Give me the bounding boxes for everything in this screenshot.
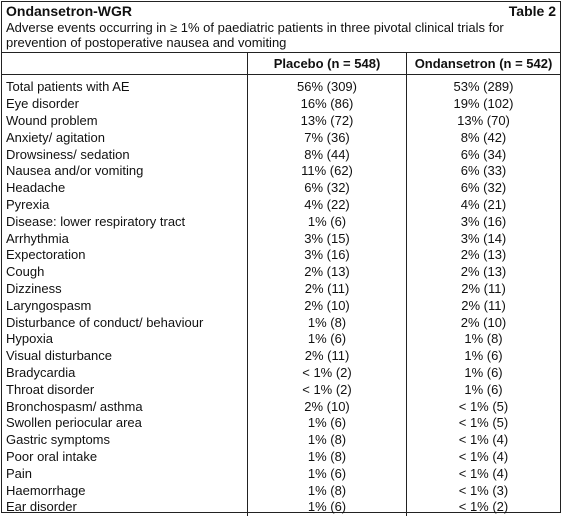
event-cell: Disturbance of conduct/ behaviour xyxy=(2,314,248,331)
table-body xyxy=(2,75,560,516)
placebo-cell: 1% (8) xyxy=(248,449,407,466)
ondansetron-cell: < 1% (4) xyxy=(458,432,509,448)
drug-title: Ondansetron-WGR xyxy=(6,3,132,19)
placebo-cell: 7% (36) xyxy=(248,129,407,146)
placebo-cell: 2% (13) xyxy=(248,264,407,281)
placebo-cell: 1% (6) xyxy=(248,415,407,432)
placebo-cell: 13% (72) xyxy=(248,113,407,130)
event-cell: Laryngospasm xyxy=(2,297,248,314)
placebo-cell: 4% (22) xyxy=(248,197,407,214)
placebo-cell: < 1% (2) xyxy=(248,365,407,382)
table-row xyxy=(2,314,560,331)
event-cell: Arrhythmia xyxy=(2,230,248,247)
ondansetron-cell: 6% (33) xyxy=(460,163,507,179)
table-row xyxy=(2,331,560,348)
event-cell: Nausea and/or vomiting xyxy=(2,163,248,180)
table-row xyxy=(2,281,560,298)
event-cell: Gastric symptoms xyxy=(2,432,248,449)
table-row xyxy=(2,415,560,432)
table-row xyxy=(2,297,560,314)
event-cell: Bronchospasm/ asthma xyxy=(2,398,248,415)
table-row xyxy=(2,247,560,264)
ondansetron-cell: 4% (21) xyxy=(460,196,507,212)
placebo-cell: 1% (8) xyxy=(248,314,407,331)
ondansetron-cell: 2% (13) xyxy=(460,264,507,280)
placebo-cell: 2% (10) xyxy=(248,297,407,314)
ondansetron-cell: 2% (11) xyxy=(461,280,506,296)
event-cell: Dizziness xyxy=(2,281,248,298)
ondansetron-cell: 2% (11) xyxy=(461,297,506,313)
table-row xyxy=(2,197,560,214)
event-cell: Throat disorder xyxy=(2,381,248,398)
event-cell: Hypoxia xyxy=(2,331,248,348)
table-row xyxy=(2,465,560,482)
event-cell: Drowsiness/ sedation xyxy=(2,146,248,163)
table-row xyxy=(2,348,560,365)
placebo-cell: 2% (11) xyxy=(248,348,407,365)
table-row xyxy=(2,499,560,516)
ondansetron-cell: 3% (16) xyxy=(460,213,507,229)
table-row xyxy=(2,398,560,415)
ondansetron-cell: 2% (10) xyxy=(460,314,507,330)
ondansetron-cell: 53% (289) xyxy=(453,79,514,95)
table-header-row xyxy=(2,2,560,20)
table-row xyxy=(2,432,560,449)
table-row xyxy=(2,75,560,96)
event-cell: Haemorrhage xyxy=(2,482,248,499)
event-cell: Eye disorder xyxy=(2,96,248,113)
ondansetron-cell: 1% (8) xyxy=(464,331,503,347)
table-row xyxy=(2,449,560,466)
ondansetron-cell: 6% (34) xyxy=(460,146,507,162)
ondansetron-cell: < 1% (2) xyxy=(458,499,509,515)
ondansetron-cell: 3% (14) xyxy=(460,230,507,246)
event-cell: Wound problem xyxy=(2,113,248,130)
event-cell: Ear disorder xyxy=(2,499,248,516)
table-row xyxy=(2,230,560,247)
ondansetron-cell: 13% (70) xyxy=(457,112,510,128)
event-cell: Expectoration xyxy=(2,247,248,264)
event-cell: Total patients with AE xyxy=(2,75,248,96)
table-row xyxy=(2,129,560,146)
placebo-cell: 1% (6) xyxy=(248,499,407,516)
table-row xyxy=(2,146,560,163)
ondansetron-cell: < 1% (5) xyxy=(458,398,509,414)
event-cell: Swollen periocular area xyxy=(2,415,248,432)
ondansetron-cell: < 1% (4) xyxy=(458,465,509,481)
column-header-placebo: Placebo (n = 548) xyxy=(248,53,407,75)
event-cell: Pyrexia xyxy=(2,197,248,214)
placebo-cell: 3% (16) xyxy=(248,247,407,264)
ondansetron-cell: 8% (42) xyxy=(460,129,507,145)
column-header-ondansetron: Ondansetron (n = 542) xyxy=(407,53,561,75)
placebo-cell: 1% (6) xyxy=(248,213,407,230)
table-row xyxy=(2,482,560,499)
table-row xyxy=(2,381,560,398)
placebo-cell: 1% (8) xyxy=(248,482,407,499)
placebo-cell: < 1% (2) xyxy=(248,381,407,398)
placebo-cell: 56% (309) xyxy=(248,75,407,96)
ondansetron-cell: 6% (32) xyxy=(460,180,507,196)
table-row xyxy=(2,96,560,113)
placebo-cell: 11% (62) xyxy=(248,163,407,180)
ondansetron-cell: 1% (6) xyxy=(464,364,503,380)
ondansetron-cell: < 1% (3) xyxy=(458,482,509,498)
table-row xyxy=(2,264,560,281)
event-cell: Disease: lower respiratory tract xyxy=(2,213,248,230)
ondansetron-cell: 1% (6) xyxy=(464,381,503,397)
table-row xyxy=(2,213,560,230)
adverse-events-table xyxy=(2,53,560,516)
table-row xyxy=(2,163,560,180)
ondansetron-cell: < 1% (4) xyxy=(458,448,509,464)
ondansetron-cell: < 1% (5) xyxy=(458,415,509,431)
event-cell: Anxiety/ agitation xyxy=(2,129,248,146)
column-header-row xyxy=(2,53,560,75)
placebo-cell: 1% (6) xyxy=(248,331,407,348)
placebo-cell: 1% (8) xyxy=(248,432,407,449)
table-row xyxy=(2,113,560,130)
event-cell: Pain xyxy=(2,465,248,482)
ondansetron-cell: 19% (102) xyxy=(453,96,514,112)
event-cell: Visual disturbance xyxy=(2,348,248,365)
table-caption: Adverse events occurring in ≥ 1% of paediatric patients in three pivotal clinical trials for prevention of postoperative nausea and vomiting xyxy=(2,20,560,53)
event-cell: Bradycardia xyxy=(2,365,248,382)
placebo-cell: 3% (15) xyxy=(248,230,407,247)
placebo-cell: 8% (44) xyxy=(248,146,407,163)
ondansetron-cell: 1% (6) xyxy=(464,348,503,364)
document-table-panel xyxy=(1,1,561,513)
placebo-cell: 1% (6) xyxy=(248,465,407,482)
event-cell: Cough xyxy=(2,264,248,281)
ondansetron-cell: 2% (13) xyxy=(460,247,507,263)
event-cell: Poor oral intake xyxy=(2,449,248,466)
placebo-cell: 6% (32) xyxy=(248,180,407,197)
table-number: Table 2 xyxy=(508,3,556,19)
table-row xyxy=(2,180,560,197)
placebo-cell: 16% (86) xyxy=(248,96,407,113)
event-cell: Headache xyxy=(2,180,248,197)
table-row xyxy=(2,365,560,382)
placebo-cell: 2% (11) xyxy=(248,281,407,298)
column-header-event xyxy=(2,53,248,75)
placebo-cell: 2% (10) xyxy=(248,398,407,415)
